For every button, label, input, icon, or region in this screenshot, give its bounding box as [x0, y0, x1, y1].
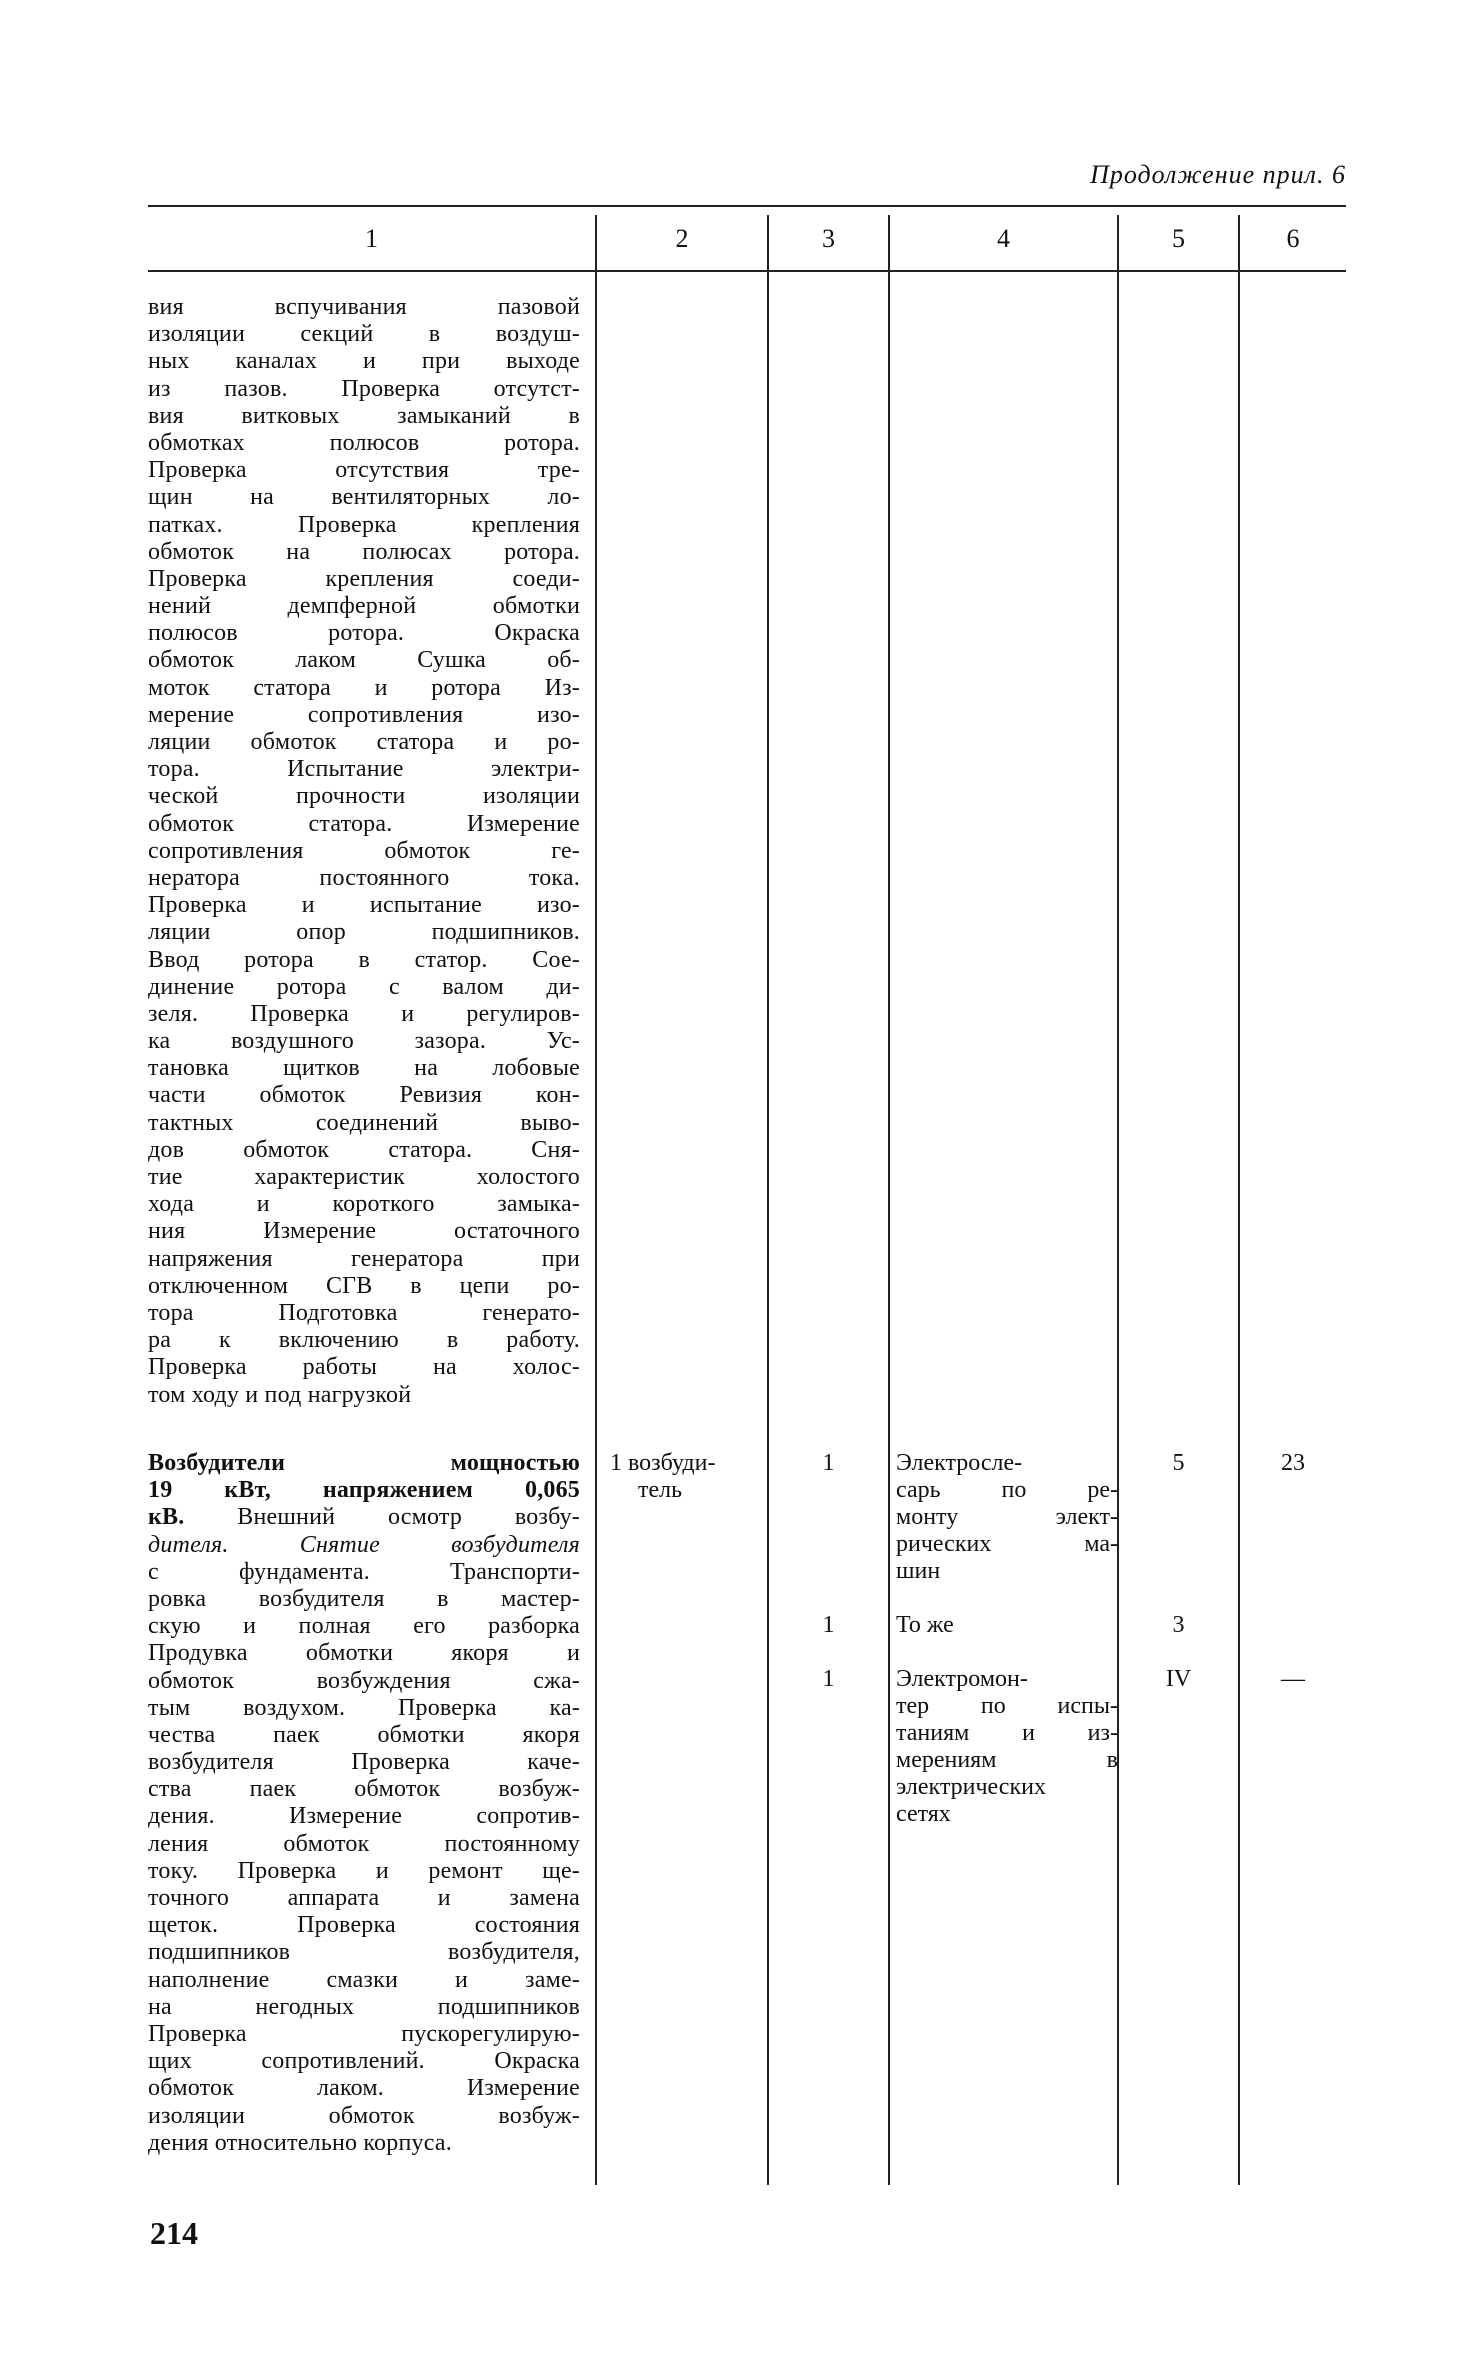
section1-line: обмотках полюсов ротора.	[148, 429, 580, 456]
col4-line: таниям и из-	[896, 1720, 1118, 1746]
section2-line: ровка возбудителя в мастер-	[148, 1585, 580, 1612]
col4-line: электрических	[896, 1774, 1046, 1800]
col-header-3: 3	[822, 224, 835, 253]
section2-line: Проверка пускорегулирую-	[148, 2020, 580, 2047]
section1-text	[148, 294, 580, 1409]
section2-line: обмоток лаком. Измерение	[148, 2075, 580, 2102]
section2-line: возбудителя Проверка каче-	[148, 1749, 580, 1776]
row1-col3: 1	[822, 1450, 835, 1476]
section1-line: части обмоток Ревизия кон-	[148, 1082, 580, 1109]
col-header-2: 2	[675, 224, 689, 253]
row3-col3: 1	[822, 1666, 835, 1692]
section1-line: напряжения генератора при	[148, 1245, 580, 1272]
header-bottom-rule	[148, 270, 1346, 272]
section2-line: щеток. Проверка состояния	[148, 1912, 580, 1939]
col4-line: мерениям в	[896, 1747, 1118, 1773]
section2-title-line-1: Возбудители мощностью	[148, 1450, 580, 1476]
col-header-5: 5	[1172, 224, 1185, 253]
section2-line: чества паек обмотки якоря	[148, 1721, 580, 1748]
col-header-6: 6	[1286, 224, 1300, 253]
row2-col5: 3	[1172, 1612, 1185, 1638]
col4-line: сетях	[896, 1801, 951, 1827]
section1-line: тие характеристик холостого	[148, 1164, 580, 1190]
section2-line: току. Проверка и ремонт ще-	[148, 1857, 580, 1884]
section1-line: полюсов ротора. Окраска	[148, 620, 580, 647]
section1-line: сопротивления обмоток ге-	[148, 837, 580, 864]
section2-line: тым воздухом. Проверка ка-	[148, 1694, 580, 1721]
section2-line: ления обмоток постоянному	[148, 1830, 580, 1857]
row3-col5: IV	[1165, 1666, 1192, 1692]
section1-line: ляции опор подшипников.	[148, 919, 580, 946]
section2-line: на негодных подшипников	[148, 1993, 580, 2020]
section1-line: хода и короткого замыка-	[148, 1191, 580, 1218]
section1-line: ляции обмоток статора и ро-	[148, 729, 580, 755]
row2-col4	[896, 1612, 1118, 1639]
col-separator-3	[888, 215, 890, 2185]
section1-line: обмоток статора. Измерение	[148, 810, 580, 837]
section1-line: обмоток лаком Сушка об-	[148, 647, 580, 674]
section2-line: щих сопротивлений. Окраска	[148, 2048, 580, 2075]
row1-col6: 23	[1281, 1450, 1305, 1476]
col-header-1: 1	[365, 224, 378, 253]
section1-line: динение ротора с валом ди-	[148, 973, 580, 1000]
col4-line: Электросле-	[896, 1450, 1023, 1476]
section1-line: ния Измерение остаточного	[148, 1218, 580, 1245]
section1-line: тановка щитков на лобовые	[148, 1055, 580, 1082]
section2-text	[148, 1450, 580, 2157]
section1-line: Проверка отсутствия тре-	[148, 457, 580, 484]
col-separator-2	[767, 215, 769, 2185]
section1-line: Проверка работы на холос-	[148, 1354, 580, 1381]
section1-line: том ходу и под нагрузкой	[148, 1381, 412, 1408]
col4-line: сарь по ре-	[896, 1477, 1118, 1503]
section2-line: точного аппарата и замена	[148, 1885, 580, 1911]
col-header-4: 4	[997, 224, 1010, 253]
col4-line: шин	[896, 1558, 941, 1584]
section1-line: ных каналах и при выходе	[148, 348, 580, 375]
section1-line: моток статора и ротора Из-	[148, 674, 580, 701]
section2-line: наполнение смазки и заме-	[148, 1966, 580, 1993]
row1-col4	[896, 1450, 1118, 1585]
section1-line: Ввод ротора в статор. Сое-	[148, 946, 580, 973]
section2-line: обмоток возбуждения сжа-	[148, 1667, 580, 1694]
section2-title-line-3: кВ. Внешний осмотр возбу-	[148, 1504, 580, 1531]
section1-line: вия витковых замыканий в	[148, 402, 580, 429]
col4-line: Электромон-	[896, 1666, 1028, 1692]
section2-col2: 1 возбуди- тель	[610, 1450, 716, 1503]
section1-line: тактных соединений выво-	[148, 1109, 580, 1136]
row2-col3: 1	[822, 1612, 835, 1638]
section2-line: подшипников возбудителя,	[148, 1939, 580, 1966]
section2-line: дения. Измерение сопротив-	[148, 1803, 580, 1830]
section1-line: патках. Проверка крепления	[148, 511, 580, 538]
section1-line: обмоток на полюсах ротора.	[148, 538, 580, 565]
col4-line: монту элект-	[896, 1504, 1118, 1530]
col-separator-1	[595, 215, 597, 2185]
section1-line: мерение сопротивления изо-	[148, 701, 580, 728]
row3-col4	[896, 1666, 1118, 1828]
section2-line: ства паек обмоток возбуж-	[148, 1776, 580, 1803]
col-separator-5	[1238, 215, 1240, 2185]
section2-line: дения относительно корпуса.	[148, 2129, 452, 2156]
section1-line: нератора постоянного тока.	[148, 864, 580, 891]
section1-line: ческой прочности изоляции	[148, 783, 580, 810]
col-separator-4	[1117, 215, 1119, 2185]
section2-line: Продувка обмотки якоря и	[148, 1640, 580, 1667]
col4-line: рических ма-	[896, 1531, 1118, 1557]
col4-line: То же	[896, 1612, 954, 1638]
section1-line: Проверка крепления соеди-	[148, 565, 580, 592]
section1-line: зеля. Проверка и регулиров-	[148, 1000, 580, 1027]
continuation-title: Продолжение прил. 6	[1090, 160, 1346, 189]
section2-line: изоляции обмоток возбуж-	[148, 2102, 580, 2129]
table-top-rule	[148, 205, 1346, 207]
section1-line: из пазов. Проверка отсутст-	[148, 375, 580, 402]
section2-line: с фундамента. Транспорти-	[148, 1558, 580, 1585]
row3-col6: —	[1281, 1666, 1305, 1692]
section1-line: отключенном СГВ в цепи ро-	[148, 1272, 580, 1299]
section1-line: тора. Испытание электри-	[148, 756, 580, 783]
section1-line: дов обмоток статора. Сня-	[148, 1136, 580, 1163]
section1-line: Проверка и испытание изо-	[148, 892, 580, 919]
col4-line: тер по испы-	[896, 1693, 1118, 1719]
page-number: 214	[150, 2215, 198, 2251]
section1-line: нений демпферной обмотки	[148, 593, 580, 620]
section1-line: щин на вентиляторных ло-	[148, 484, 580, 511]
section1-line: вия вспучивания пазовой	[148, 294, 580, 320]
section2-title-line-2: 19 кВт, напряжением 0,065	[148, 1477, 580, 1504]
section1-line: ра к включению в работу.	[148, 1327, 580, 1354]
section2-line: скую и полная его разборка	[148, 1613, 580, 1640]
section2-intro-line: дителя. Снятие возбудителя	[148, 1531, 580, 1558]
section1-line: тора Подготовка генерато-	[148, 1299, 580, 1326]
row1-col5: 5	[1172, 1450, 1185, 1476]
section1-line: ка воздушного зазора. Ус-	[148, 1028, 580, 1055]
section1-line: изоляции секций в воздуш-	[148, 321, 580, 348]
